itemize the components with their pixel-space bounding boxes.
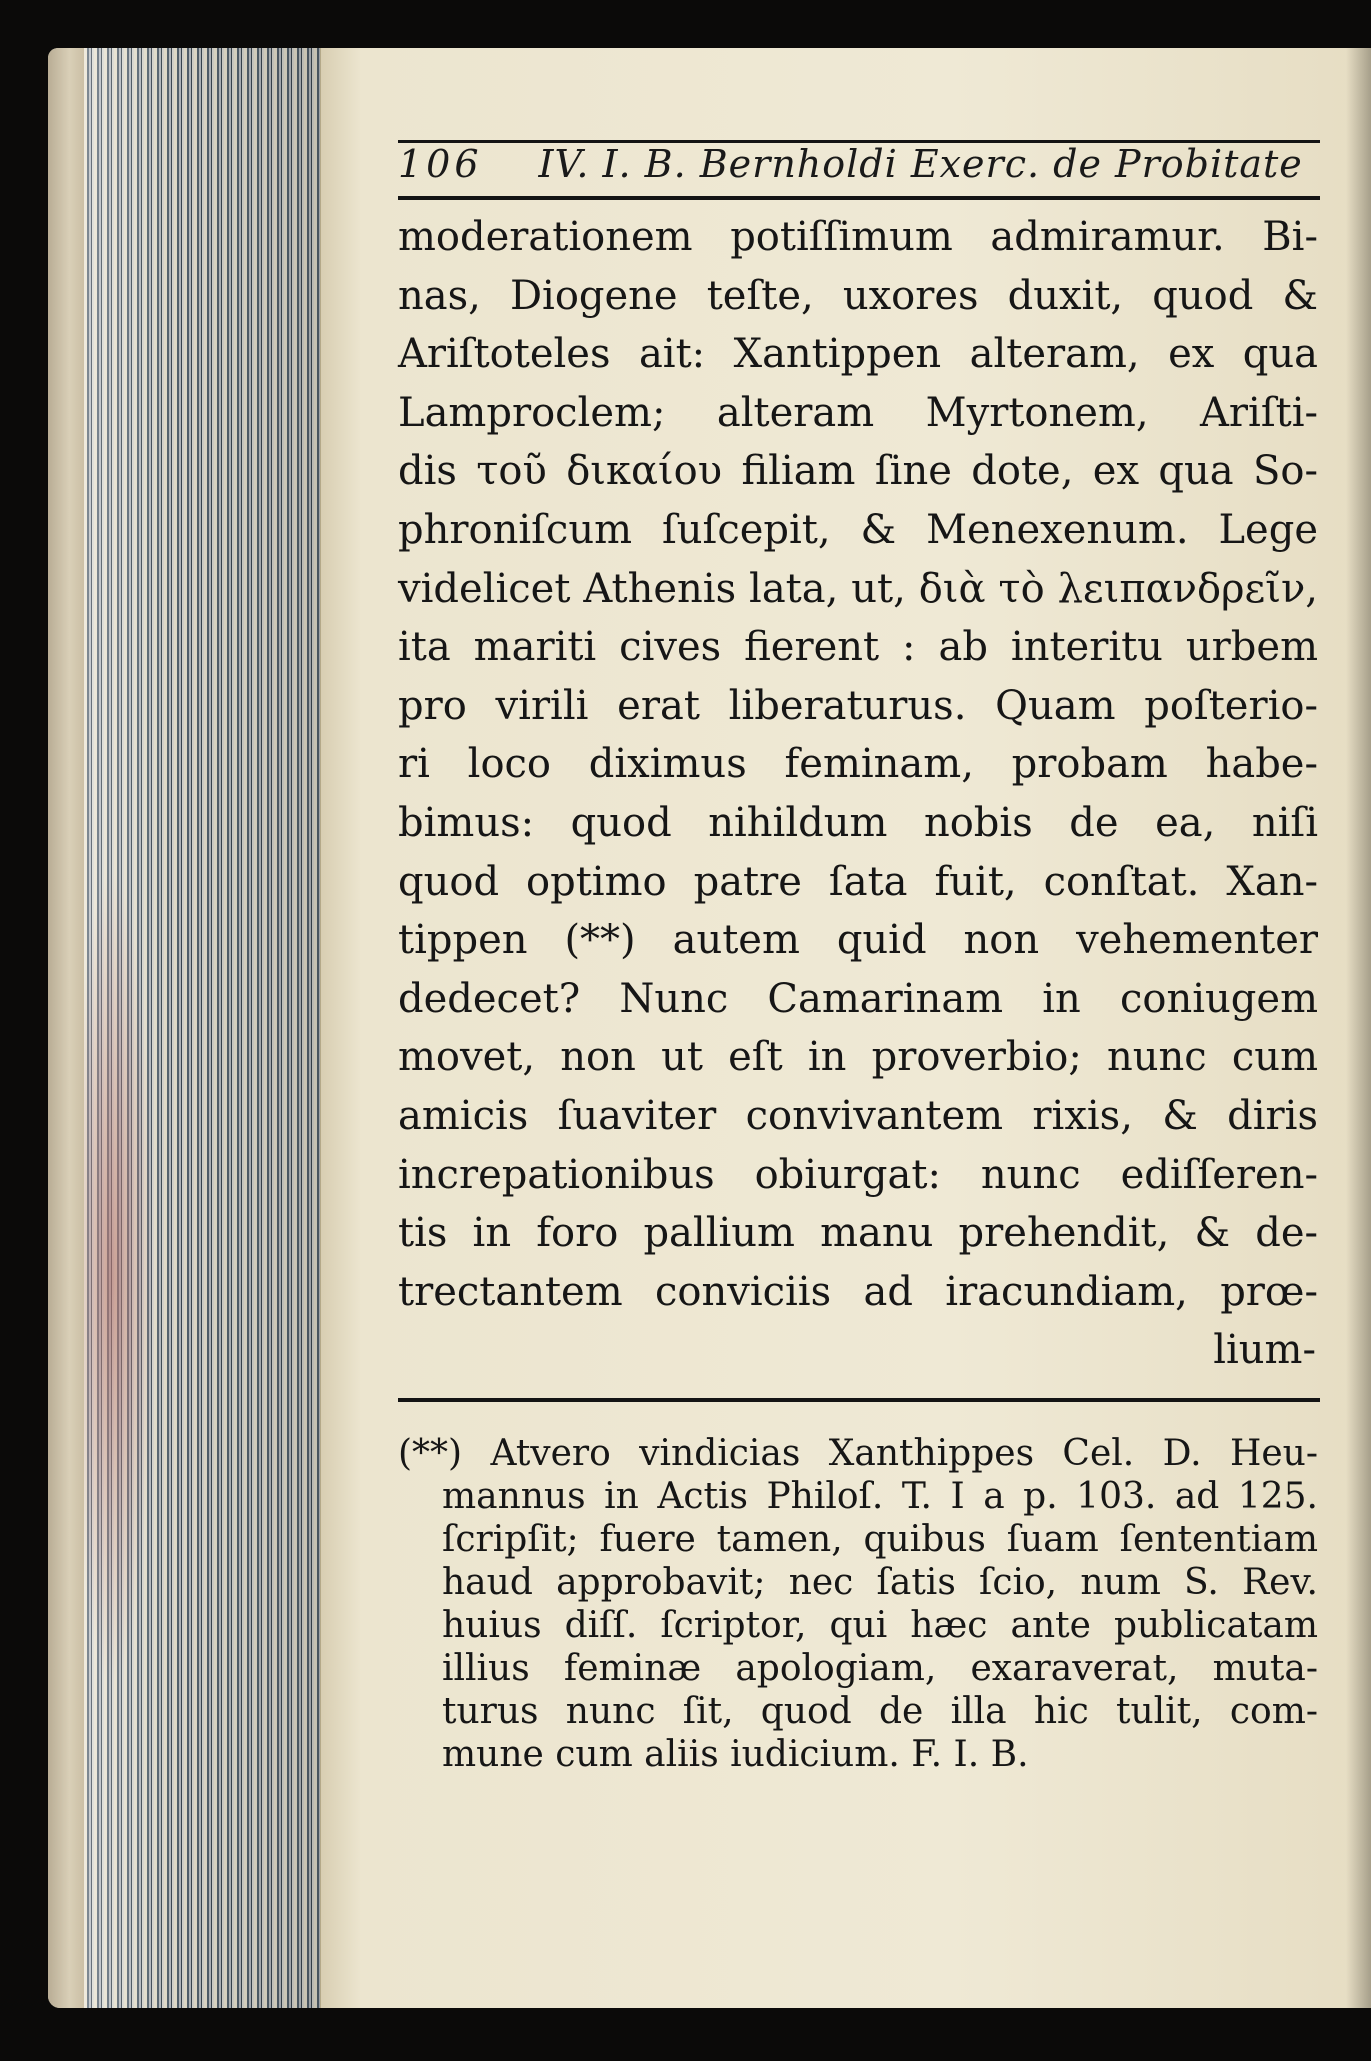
footnote [398, 1432, 1318, 1776]
footnote-line: haud approbavit; nec ſatis ſcio, num S. Rev. [442, 1562, 1318, 1603]
running-header [398, 142, 1303, 194]
footnote-line: ſcripſit; fuere tamen, quibus ſuam ſententiam [442, 1519, 1318, 1560]
text-line: moderationem potiſſimum admiramur. Bi- [398, 214, 1318, 260]
footnote-rule [398, 1398, 1320, 1402]
running-head-title: IV. I. B. Bernholdi Exerc. de Probitate [538, 142, 1303, 186]
text-line: Lamproclem; alteram Myrtonem, Ariſti- [398, 389, 1318, 436]
text-line: movet, non ut eſt in proverbio; nunc cum [398, 1034, 1318, 1081]
footnote-line: (**) Atvero vindicias Xanthippes Cel. D. Heu- [398, 1433, 1318, 1474]
text-line: trectantem conviciis ad iracundiam, prœ- [398, 1268, 1318, 1315]
page-gutter-shadow [1346, 48, 1371, 2008]
text-line: tippen (**) autem quid non vehementer [398, 917, 1318, 964]
text-line: ita mariti cives fierent : ab interitu urbem [398, 624, 1318, 671]
footnote-line: mune cum aliis iudicium. F. I. B. [442, 1734, 1029, 1775]
text-line: ri loco diximus feminam, probam habe- [398, 741, 1318, 788]
text-line: dis τοῦ δικαίου filiam ſine dote, ex qua So- [398, 448, 1318, 495]
text-line: amicis ſuaviter convivantem rixis, & diris [398, 1092, 1318, 1139]
text-line: Ariſtoteles ait: Xantippen alteram, ex qua [398, 331, 1318, 378]
text-line: phroniſcum ſuſcepit, & Menexenum. Lege [398, 506, 1318, 553]
footnote-line: mannus in Actis Philoſ. T. I a p. 103. ad 125. [442, 1476, 1318, 1517]
text-line: quod optimo patre ſata fuit, conſtat. Xan- [398, 858, 1318, 905]
footnote-line: illius feminæ apologiam, exaraverat, muta- [442, 1648, 1318, 1689]
text-line: tis in foro pallium manu prehendit, & de- [398, 1210, 1318, 1257]
footnote-line: turus nunc ſit, quod de illa hic tulit, com- [442, 1691, 1318, 1732]
text-line: dedecet? Nunc Camarinam in coniugem [398, 975, 1318, 1022]
text-line: videlicet Athenis lata, ut, διὰ τὸ λειπανδρεῖν, [398, 565, 1318, 612]
header-rule-bottom [398, 196, 1320, 200]
page-number: 106 [398, 142, 483, 186]
catchword: lium- [1213, 1327, 1316, 1374]
text-line: pro virili erat liberaturus. Quam poſterio- [398, 682, 1318, 729]
book-binding [48, 48, 84, 2008]
text-line: bimus: quod nihildum nobis de ea, niſi [398, 799, 1318, 846]
text-line: increpationibus obiurgat: nunc ediſſeren- [398, 1151, 1318, 1198]
main-text [398, 208, 1318, 1380]
text-line: nas, Diogene teſte, uxores duxit, quod & [398, 272, 1318, 319]
footnote-line: huius diſſ. ſcriptor, qui hæc ante publicatam [442, 1605, 1318, 1646]
edge-stain [84, 868, 154, 1688]
